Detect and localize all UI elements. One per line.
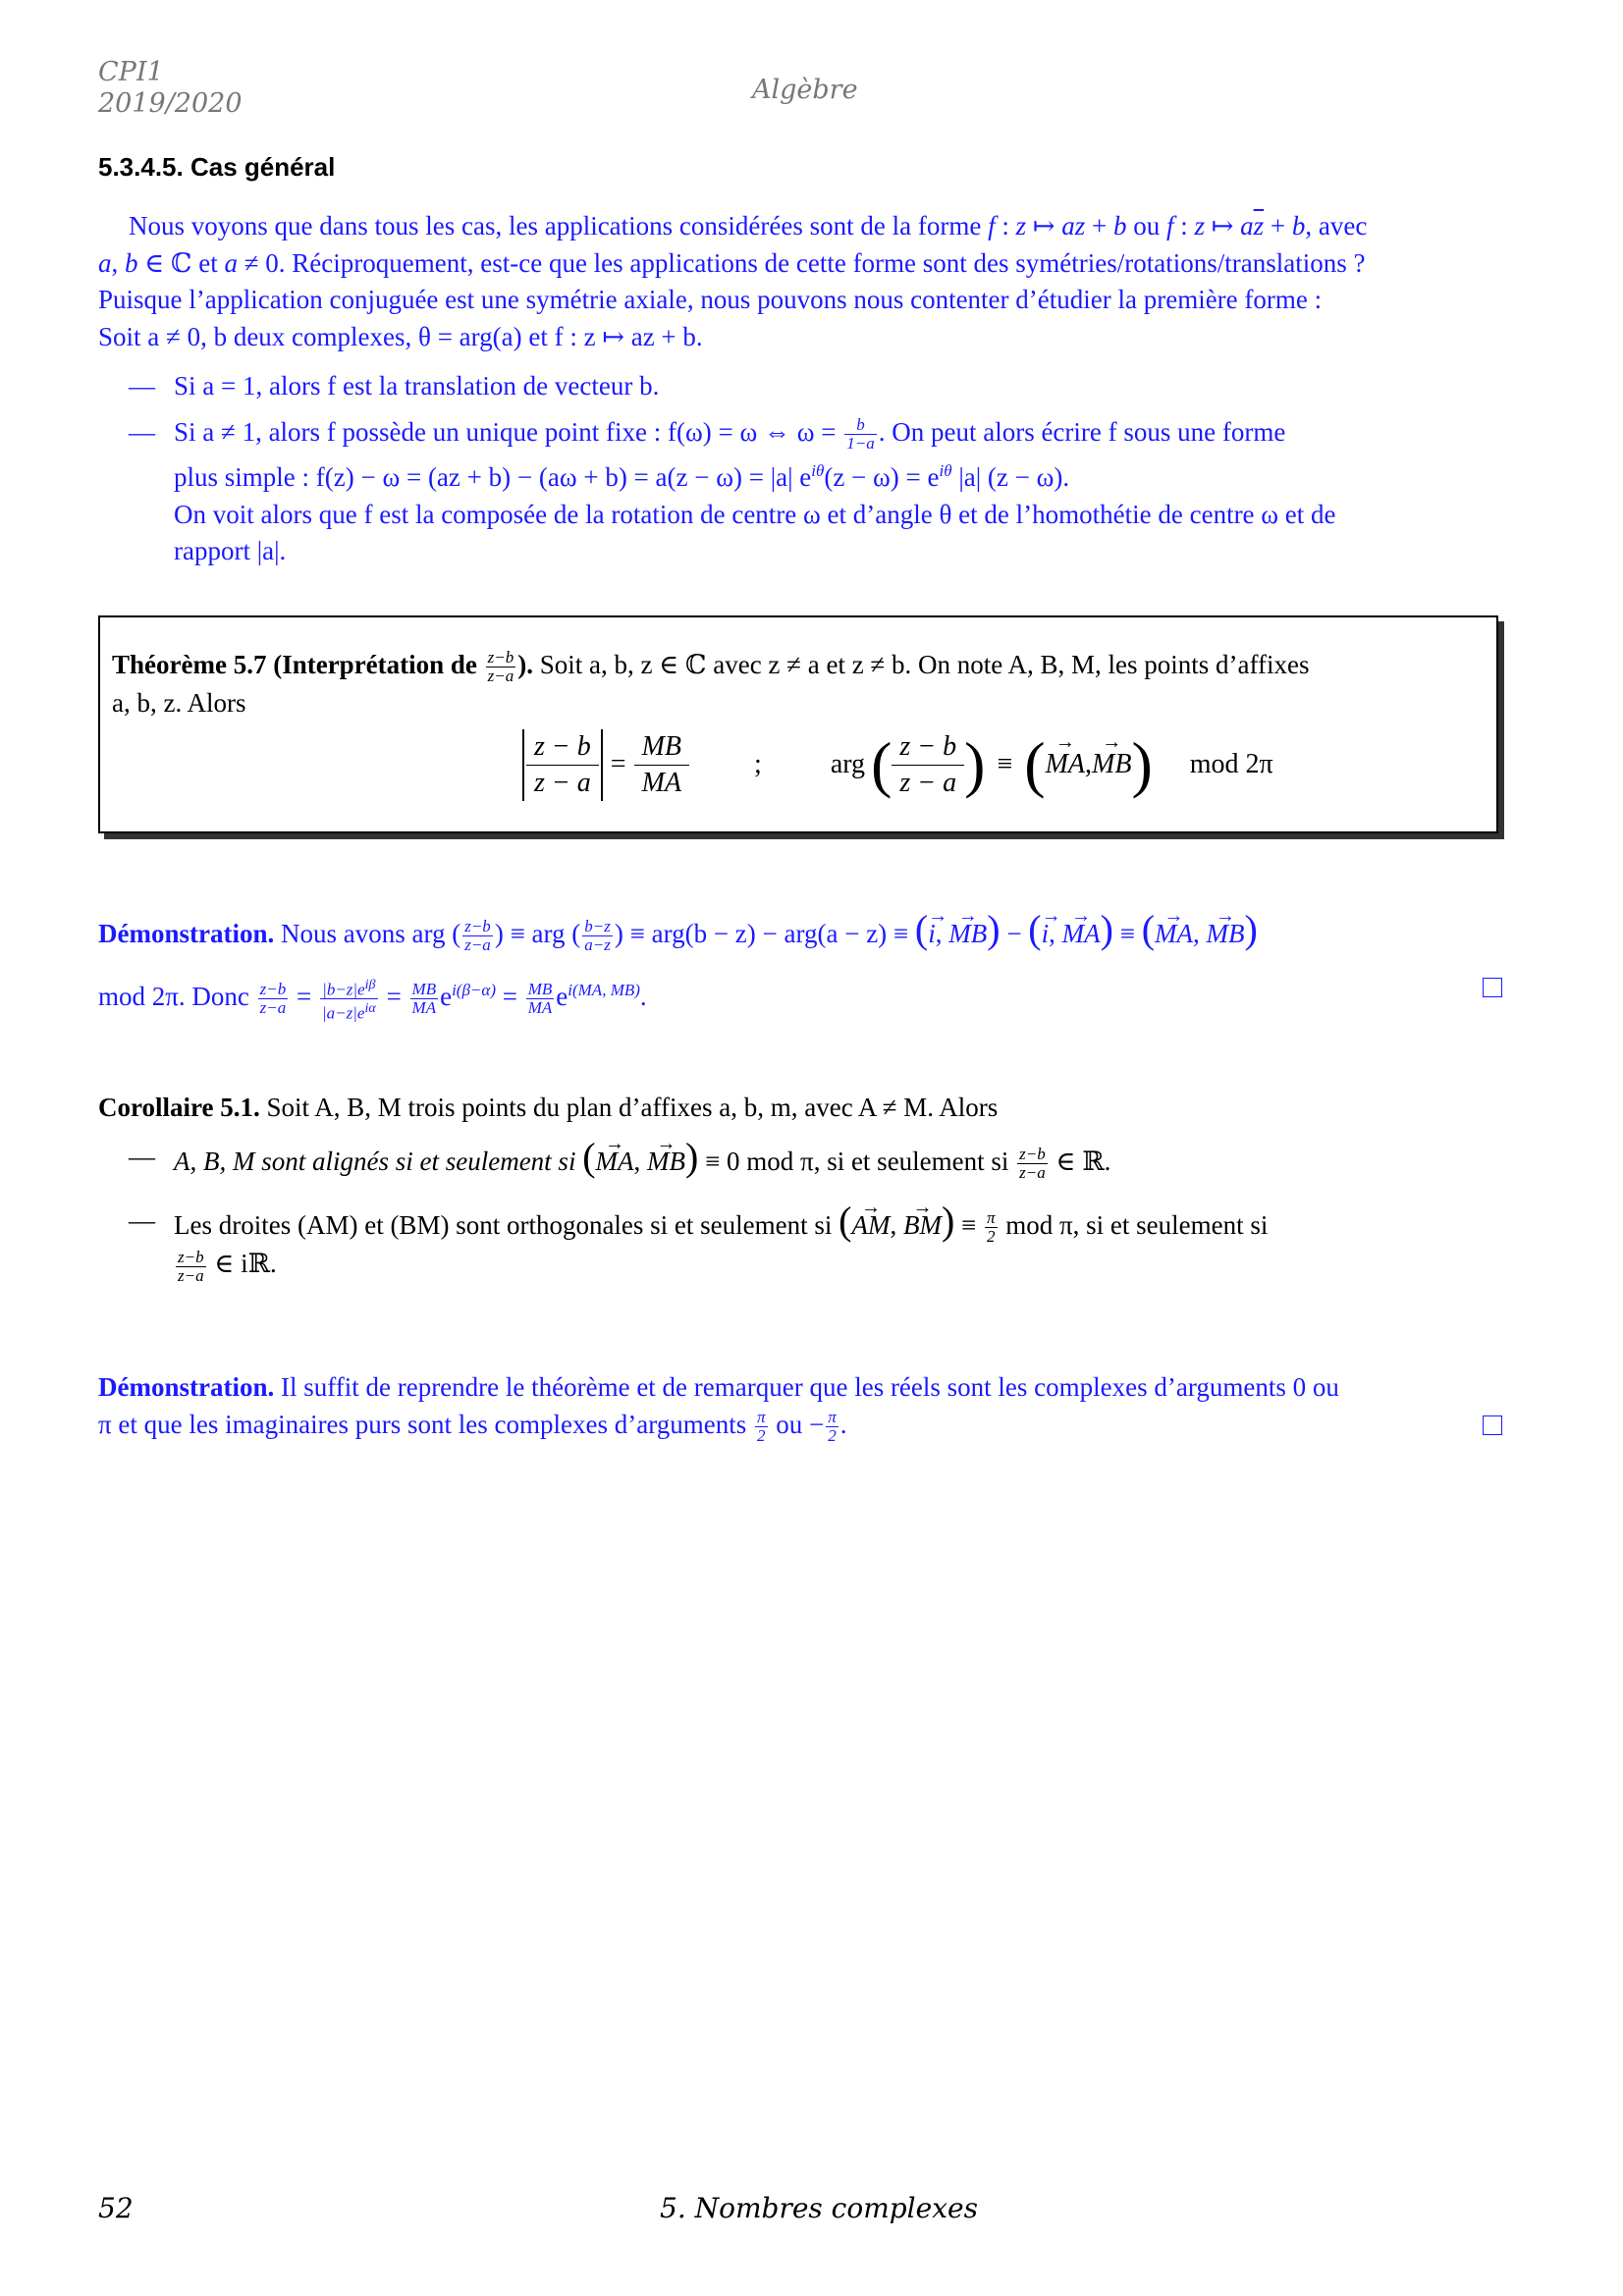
demo-text: ou − — [769, 1409, 825, 1439]
corollary-label: Corollaire 5.1. — [98, 1093, 260, 1122]
intro-text-4: . Réciproquement, est-ce que les applications de cette forme sont des symétries/rotations/translations ? — [278, 247, 1366, 278]
dash-bullet: — — [129, 1205, 155, 1235]
chapter-title: 5. Nombres complexes — [660, 2192, 978, 2224]
section-title: 5.3.4.5. Cas général — [98, 152, 336, 182]
list-item: — Les droites (AM) et (BM) sont orthogonales si et seulement si (→ AM, → BM) ≡ $\frac{\pi}{2}$ mod π, si et seulement si $\frac{z-b}{z-a}$ ∈ iℝ. — [98, 1202, 1502, 1285]
item-text: Si a = 1, alors f est la translation de vecteur b. — [174, 371, 660, 400]
corollary-text: Soit A, B, M trois points du plan d’affixes a, b, m, avec A ≠ M. Alors — [259, 1093, 999, 1122]
theorem-formula: $\frac{z - b}{z - a}$ = $\frac{MB}{MA}$ ; arg ( $\frac{z - b}{z - a}$ ) ≡ ( → MA , → MB ) mod 2π — [522, 716, 1273, 814]
item-text: Les droites (AM) et (BM) sont orthogonales si et seulement si — [174, 1210, 833, 1240]
theorem-title-end: ). — [517, 650, 534, 679]
header-course — [98, 57, 243, 121]
demonstration-label: Démonstration. — [98, 919, 275, 948]
intro-text-1: Nous voyons que dans tous les cas, les applications considérées sont de la forme — [129, 211, 989, 240]
item-text: |a| (z − ω). — [951, 462, 1070, 493]
header-course-name: CPI1 — [98, 57, 164, 87]
theorem-statement-2: a, b, z. Alors — [112, 688, 246, 719]
demonstration-label: Démonstration. — [98, 1372, 275, 1402]
dash-bullet: — — [129, 1142, 155, 1171]
page-number: 52 — [98, 2192, 134, 2224]
item-text: A, B, M sont alignés si et seulement si — [174, 1147, 576, 1176]
intro-text-5: Puisque l’application conjuguée est une symétrie axiale, nous pouvons nous contenter d’étudier la première forme : — [98, 285, 1323, 314]
demonstration-1: Démonstration. Nous avons arg ( $\frac{z-b}{z-a}$ ) ≡ arg ( $\frac{b-z}{a-z}$ ) ≡ arg(b − z) − arg(a − z) ≡ (→ i, → MB) − (→ i, → MA) ≡ (→ MA, → MB) mod 2π. Donc $\frac{z-b}{z-a}$ = $\frac{|b-z|e^{i\beta}}{|a-z|e^{i\alpha}}$ = $\frac{MB}{MA}$ $e^{i(\beta-\alpha)}$ = $\frac{MB}{MA}$ $e^{i(MA, MB)}$. — [98, 901, 1502, 1025]
demo-text: Nous avons arg — [274, 919, 446, 948]
item-text: ≡ 0 mod π, si et seulement si — [705, 1147, 1009, 1176]
theorem-statement: Soit a, b, z ∈ ℂ avec z ≠ a et z ≠ b. On note A, B, M, les points d’affixes — [533, 650, 1310, 679]
ratio-mb-ma: $\frac{MB}{MA}$ — [634, 729, 689, 801]
item-body: Si a ≠ 1, alors f possède un unique point fixe : f(ω) = ω ⇔ ω = $\frac{b}{1-a}$ . On peut alors écrire f sous une forme plus simple : f(z) − ω = (az + b) − (aω + b) = a(z − ω) = |a| $e^{i\theta}(z - \omega) = e^{i\theta}$ |a| (z − ω). On voit alors que f est la composée de la rotation de centre ω et d’angle θ et de l’homothétie de centre ω et de rapport |a|. — [174, 414, 1502, 570]
theorem-box — [98, 615, 1498, 833]
item-text: Si a ≠ 1, alors f possède un unique point fixe : f(ω) = ω ⇔ ω = — [174, 417, 843, 447]
dash-bullet: — — [129, 417, 155, 447]
list-item — [98, 368, 1502, 405]
demo-text: ≡ arg(b − z) − arg(a − z) ≡ — [629, 919, 909, 948]
theorem-text — [112, 647, 1487, 722]
modulus-expression: $\frac{z - b}{z - a}$ — [522, 729, 603, 801]
intro-text-3: , avec — [1305, 211, 1368, 240]
list-item — [98, 414, 1502, 570]
equiv-sign: ≡ — [997, 749, 1013, 779]
header-subject: Algèbre — [752, 75, 858, 105]
corollary — [98, 1090, 1502, 1127]
theorem-fraction: $\frac{z-b}{z-a}$ — [487, 648, 514, 686]
intro-text-6: Soit a ≠ 0, b deux complexes, θ = arg(a) et f : z ↦ az + b. — [98, 321, 703, 351]
item-text: rapport |a|. — [174, 536, 287, 566]
formula-separator: ; — [754, 749, 762, 779]
demonstration-2: Démonstration. Il suffit de reprendre le théorème et de remarquer que les réels sont les complexes d’arguments 0 ou π et que les imaginaires purs sont les complexes d’arguments $\frac{\pi}{2}$ ou − $\frac{\pi}{2}$ . — [98, 1372, 1339, 1445]
item-text: On voit alors que f est la composée de la rotation de centre ω et d’angle θ et de l’homothétie de centre ω et de — [174, 499, 1336, 529]
demo-text: . — [839, 1409, 847, 1439]
fraction-b-over-1-minus-a: $\frac{b}{1-a}$ — [846, 415, 875, 454]
arg-label: arg — [830, 749, 866, 779]
qed-square-icon — [1483, 1415, 1502, 1435]
item-text: (z − ω) = e — [824, 462, 940, 493]
intro-text-2: ou — [1126, 211, 1166, 240]
item-text: mod π, si et seulement si — [1005, 1210, 1269, 1240]
item-text: ∈ ℝ. — [1055, 1147, 1111, 1176]
dash-bullet: — — [129, 371, 155, 400]
header-year: 2019/2020 — [98, 88, 243, 120]
intro-paragraph: Nous voyons que dans tous les cas, les applications considérées sont de la forme f : z ↦ az + b ou f : z ↦ $a\overline{z} + b$, avec a, b ∈ ℂ et a ≠ 0. Réciproquement, est-ce que les applications de cette forme sont des symétries/rotations/translations ? Puisque l’application conjuguée est une symétrie axiale, nous pouvons nous contenter d’étudier la première forme : Soit a ≠ 0, b deux complexes, θ = arg(a) et f : z ↦ az + b. — [98, 208, 1502, 355]
list-item: — A, B, M sont alignés si et seulement si (→ MA, → MB) ≡ 0 mod π, si et seulement si $\frac{z-b}{z-a}$ ∈ ℝ. — [98, 1139, 1502, 1182]
qed-square-icon — [1483, 978, 1502, 997]
demo-text: Il suffit de reprendre le théorème et de remarquer que les réels sont les complexes d’arguments 0 ou — [274, 1372, 1339, 1402]
mod-2pi: mod 2π — [1189, 749, 1273, 779]
item-text: plus simple : f(z) − ω = (az + b) − (aω + b) = a(z − ω) = |a| e — [174, 462, 812, 493]
demo-text: mod 2π. Donc — [98, 982, 256, 1011]
demo-text: ≡ arg — [510, 919, 566, 948]
item-text: . On peut alors écrire f sous une forme — [878, 417, 1286, 447]
item-text: ∈ iℝ. — [214, 1249, 277, 1279]
demo-text: π et que les imaginaires purs sont les complexes d’arguments — [98, 1409, 747, 1439]
theorem-title: Théorème 5.7 (Interprétation de — [112, 650, 484, 679]
